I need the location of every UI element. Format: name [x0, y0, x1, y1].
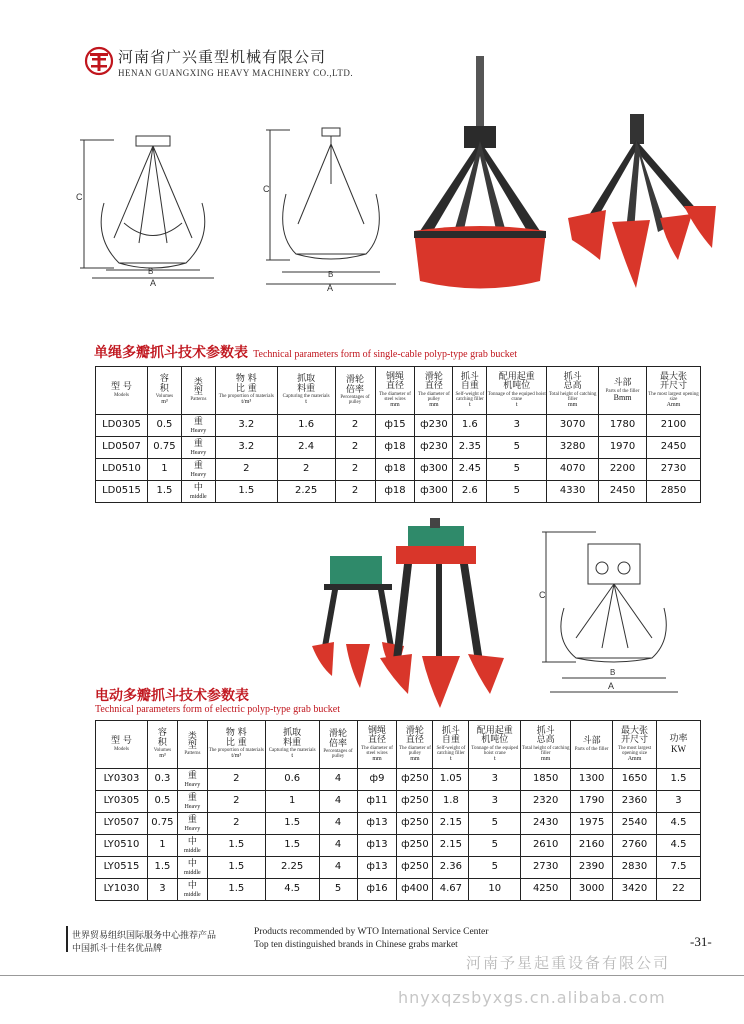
table-cell: 1.5 [207, 879, 265, 901]
table-cell: 1975 [571, 813, 613, 835]
table-cell: 1970 [599, 437, 647, 459]
table-cell: LD0510 [96, 459, 148, 481]
header-cell: 最大张 开尺寸 The most largest opening size Amm [613, 721, 657, 769]
header-cell: 功率 KW [656, 721, 700, 769]
footer-line1-cn: 世界贸易组织国际服务中心推荐产品 [72, 931, 217, 941]
table-cell: 中 middle [177, 835, 207, 857]
table-cell: 3 [469, 791, 521, 813]
header-cell: 类 型 Patterns [177, 721, 207, 769]
footer-line2-cn: 中国抓斗十佳名优品牌 [72, 944, 163, 954]
page-number: -31- [690, 934, 712, 949]
table-cell: 2760 [613, 835, 657, 857]
table-cell: ф400 [397, 879, 433, 901]
table-cell: 2 [335, 481, 375, 503]
header-cell: 容 积 Volumes m³ [147, 367, 181, 415]
table-cell: ф250 [397, 835, 433, 857]
table-cell: 1.5 [265, 813, 319, 835]
grab-bucket-drawing-side [262, 124, 404, 294]
table-cell: 3.2 [215, 437, 277, 459]
table-cell: 0.3 [147, 769, 177, 791]
header-cell: 滑轮 倍率 Percentages of pulley [335, 367, 375, 415]
electric-spec-table [95, 720, 701, 901]
footer-divider [66, 926, 68, 952]
table-cell: 4330 [547, 481, 599, 503]
table-cell: ф18 [375, 437, 415, 459]
table-cell: 0.5 [147, 791, 177, 813]
table-cell: 10 [469, 879, 521, 901]
header-cell: 滑轮 直径 The diameter of pulley mm [415, 367, 453, 415]
header-cell: 配用起重 机吨位 Tonnage of the equiped hoist crane t [487, 367, 547, 415]
table-cell: 1.5 [265, 835, 319, 857]
header-cell: 抓斗 总高 Total height of catching filler mm [547, 367, 599, 415]
header-cell: 斗部 Parts of the filler Bmm [599, 367, 647, 415]
table-cell: 2.4 [277, 437, 335, 459]
table-cell: LD0515 [96, 481, 148, 503]
table-cell: 2430 [521, 813, 571, 835]
watermark-url: hnyxqzsbyxgs.cn.alibaba.com [398, 988, 666, 1007]
table-cell: 2450 [647, 437, 701, 459]
watermark-company: 河南予星起重设备有限公司 [466, 954, 671, 972]
table-cell: 1.5 [207, 835, 265, 857]
section2-title-cn: 电动多瓣抓斗技术参数表 [95, 688, 249, 704]
table-cell: ф11 [357, 791, 397, 813]
table-cell: 1780 [599, 415, 647, 437]
table-cell: LD0507 [96, 437, 148, 459]
table-row [96, 415, 701, 437]
table-cell: 3 [469, 769, 521, 791]
table-cell: 中 middle [177, 857, 207, 879]
table-cell: LY0305 [96, 791, 148, 813]
table-cell: 22 [656, 879, 700, 901]
table-cell: 3 [487, 415, 547, 437]
header-cell: 类 型 Patterns [181, 367, 215, 415]
header-cell: 型 号 Models [96, 721, 148, 769]
table-cell: 1.5 [207, 857, 265, 879]
table-cell: 2450 [599, 481, 647, 503]
company-name-cn: 河南省广兴重型机械有限公司 [118, 48, 327, 66]
header-cell: 滑轮 直径 The diameter of pulley mm [397, 721, 433, 769]
table-row [96, 835, 701, 857]
table-cell: 4 [319, 813, 357, 835]
table-cell: 1.6 [277, 415, 335, 437]
table-row [96, 459, 701, 481]
label-a: A [150, 278, 157, 288]
table-cell: 2.6 [453, 481, 487, 503]
table-cell: 1.5 [147, 857, 177, 879]
table-cell: 4.5 [656, 813, 700, 835]
table-cell: ф18 [375, 481, 415, 503]
table-cell: 1.5 [656, 769, 700, 791]
label-b: B [148, 267, 154, 276]
table-cell: 4 [319, 769, 357, 791]
table-header-row [96, 367, 701, 415]
label-b: B [328, 270, 334, 279]
table-cell: 3 [656, 791, 700, 813]
table-cell: 2850 [647, 481, 701, 503]
open-grab-photo [566, 110, 726, 292]
table-cell: 0.75 [147, 437, 181, 459]
table-cell: 2610 [521, 835, 571, 857]
table-cell: 4 [319, 857, 357, 879]
table-cell: ф230 [415, 437, 453, 459]
header-cell: 钢绳 直径 The diameter of steel wires mm [375, 367, 415, 415]
table-cell: 2160 [571, 835, 613, 857]
table-cell: ф13 [357, 857, 397, 879]
company-name-en: HENAN GUANGXING HEAVY MACHINERY CO.,LTD. [118, 68, 354, 78]
table-cell: 中 middle [177, 879, 207, 901]
header-cell: 抓斗 自重 Self-weight of catching filler t [433, 721, 469, 769]
header-cell: 型 号 Models [96, 367, 148, 415]
table-cell: ф9 [357, 769, 397, 791]
table-cell: 2.36 [433, 857, 469, 879]
label-b: B [610, 668, 616, 677]
table-cell: 2320 [521, 791, 571, 813]
table-cell: 重 Heavy [177, 769, 207, 791]
table-cell: 2360 [613, 791, 657, 813]
table-cell: 2.15 [433, 813, 469, 835]
table-row [96, 791, 701, 813]
table-cell: 3420 [613, 879, 657, 901]
header-cell: 钢绳 直径 The diameter of steel wires mm [357, 721, 397, 769]
label-c: C [263, 184, 270, 194]
table-cell: 3280 [547, 437, 599, 459]
table-cell: 3070 [547, 415, 599, 437]
table-cell: 3.2 [215, 415, 277, 437]
footer-line1-en: Products recommended by WTO International Service Center [254, 927, 489, 937]
table-cell: 2540 [613, 813, 657, 835]
table-row [96, 857, 701, 879]
header-cell: 抓取 料重 Capturing the materials t [265, 721, 319, 769]
table-cell: 2830 [613, 857, 657, 879]
table-cell: 2 [277, 459, 335, 481]
header-cell: 物 料 比 重 The proportion of materials t/m³ [207, 721, 265, 769]
table-cell: 2.25 [265, 857, 319, 879]
table-cell: 1850 [521, 769, 571, 791]
table-cell: 2 [207, 791, 265, 813]
table-row [96, 481, 701, 503]
table-cell: 重 Heavy [181, 437, 215, 459]
table-cell: 4070 [547, 459, 599, 481]
table-header-row [96, 721, 701, 769]
label-a: A [608, 681, 615, 691]
table-cell: ф300 [415, 459, 453, 481]
table-cell: 0.6 [265, 769, 319, 791]
table-row [96, 769, 701, 791]
electric-grab-photo [312, 518, 508, 710]
table-cell: 1 [147, 459, 181, 481]
table-cell: 2 [207, 769, 265, 791]
single-cable-spec-table [95, 366, 701, 503]
footer-line2-en: Top ten distinguished brands in Chinese grabs market [254, 940, 458, 950]
header-cell: 抓斗 总高 Total height of catching filler mm [521, 721, 571, 769]
table-cell: 5 [487, 459, 547, 481]
table-cell: 2 [335, 437, 375, 459]
table-cell: 2390 [571, 857, 613, 879]
table-cell: 4.5 [656, 835, 700, 857]
table-cell: ф250 [397, 791, 433, 813]
table-cell: 3000 [571, 879, 613, 901]
table-cell: 7.5 [656, 857, 700, 879]
label-c: C [539, 590, 546, 600]
table-cell: 1.5 [147, 481, 181, 503]
section1-title-en: Technical parameters form of single-cable polyp-type grab bucket [253, 349, 518, 360]
table-cell: ф250 [397, 769, 433, 791]
table-cell: 0.75 [147, 813, 177, 835]
table-cell: LD0305 [96, 415, 148, 437]
table-cell: 1.5 [215, 481, 277, 503]
table-cell: LY0510 [96, 835, 148, 857]
table-cell: 2 [215, 459, 277, 481]
table-cell: 1 [147, 835, 177, 857]
table-cell: LY0515 [96, 857, 148, 879]
table-cell: 2.35 [453, 437, 487, 459]
table-cell: 重 Heavy [177, 813, 207, 835]
table-cell: ф250 [397, 813, 433, 835]
label-a: A [327, 283, 334, 293]
table-cell: 4250 [521, 879, 571, 901]
header-cell: 最大张 开尺寸 The most largest opening size Amm [647, 367, 701, 415]
table-cell: 2730 [647, 459, 701, 481]
table-cell: 1300 [571, 769, 613, 791]
table-cell: ф250 [397, 857, 433, 879]
table-cell: ф13 [357, 835, 397, 857]
bottom-rule [0, 975, 744, 976]
table-cell: 1 [265, 791, 319, 813]
table-cell: 2.45 [453, 459, 487, 481]
electric-grab-drawing [536, 528, 688, 704]
table-cell: 4.67 [433, 879, 469, 901]
table-cell: 5 [469, 857, 521, 879]
table-cell: 2 [335, 459, 375, 481]
table-cell: 2.25 [277, 481, 335, 503]
table-cell: 2.15 [433, 835, 469, 857]
table-cell: ф18 [375, 459, 415, 481]
table-cell: 1650 [613, 769, 657, 791]
table-cell: 4.5 [265, 879, 319, 901]
header-cell: 物 料 比 重 The proportion of materials t/m³ [215, 367, 277, 415]
table-cell: 3 [147, 879, 177, 901]
header-cell: 配用起重 机吨位 Tonnage of the equiped hoist crane t [469, 721, 521, 769]
section1-title-cn: 单绳多瓣抓斗技术参数表 [94, 345, 248, 361]
section2-title-en: Technical parameters form of electric polyp-type grab bucket [95, 704, 341, 715]
header-cell: 抓斗 自重 Self-weight of catching filler t [453, 367, 487, 415]
table-cell: LY1030 [96, 879, 148, 901]
header-cell: 滑轮 倍率 Percentages of pulley [319, 721, 357, 769]
table-cell: 1790 [571, 791, 613, 813]
table-cell: 重 Heavy [177, 791, 207, 813]
table-row [96, 437, 701, 459]
table-cell: 4 [319, 791, 357, 813]
table-cell: 4 [319, 835, 357, 857]
table-cell: 5 [469, 835, 521, 857]
table-cell: ф230 [415, 415, 453, 437]
table-cell: 1.8 [433, 791, 469, 813]
single-cable-grab-photo [400, 56, 560, 296]
table-cell: 2200 [599, 459, 647, 481]
header-cell: 容 积 Volumes m³ [147, 721, 177, 769]
table-cell: 中 middle [181, 481, 215, 503]
table-cell: 重 Heavy [181, 459, 215, 481]
table-cell: LY0303 [96, 769, 148, 791]
table-cell: ф300 [415, 481, 453, 503]
table-cell: LY0507 [96, 813, 148, 835]
label-c: C [76, 192, 83, 202]
table-cell: 0.5 [147, 415, 181, 437]
header-cell: 斗部 Parts of the filler [571, 721, 613, 769]
table-cell: 5 [487, 437, 547, 459]
table-row [96, 879, 701, 901]
table-cell: 5 [319, 879, 357, 901]
table-row [96, 813, 701, 835]
table-cell: ф16 [357, 879, 397, 901]
table-cell: 2100 [647, 415, 701, 437]
company-logo-icon [84, 44, 114, 78]
table-cell: 1.6 [453, 415, 487, 437]
table-cell: 2 [335, 415, 375, 437]
table-cell: 1.05 [433, 769, 469, 791]
table-cell: 2730 [521, 857, 571, 879]
grab-bucket-drawing-front [74, 128, 254, 290]
table-cell: ф15 [375, 415, 415, 437]
table-cell: 重 Heavy [181, 415, 215, 437]
table-cell: 5 [487, 481, 547, 503]
table-cell: 2 [207, 813, 265, 835]
header-cell: 抓取 料重 Capturing the materials t [277, 367, 335, 415]
table-cell: ф13 [357, 813, 397, 835]
table-cell: 5 [469, 813, 521, 835]
